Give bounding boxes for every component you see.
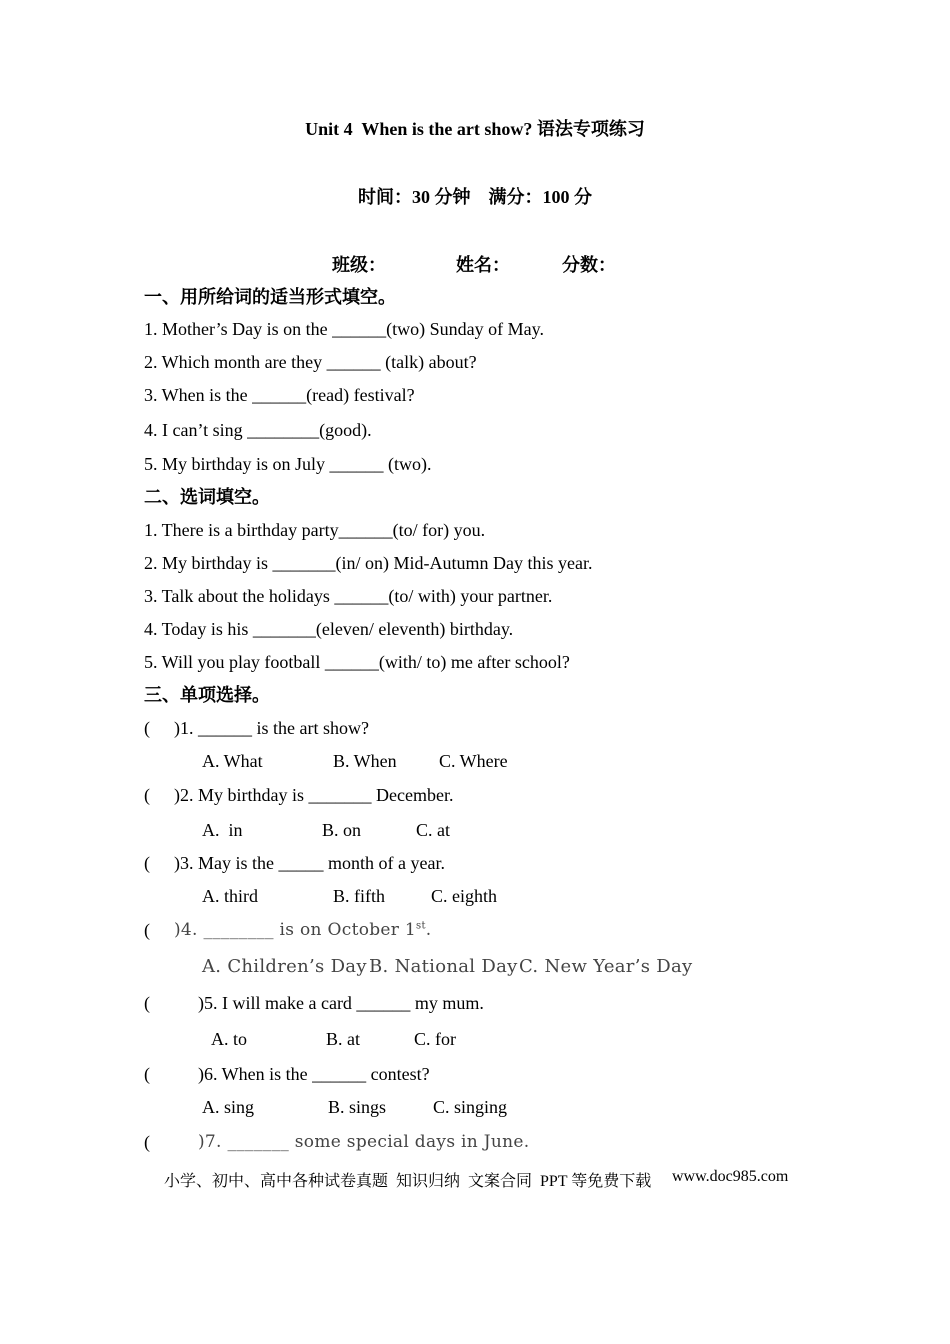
- section1-heading: 一、用所给词的适当形式填空。: [144, 287, 396, 307]
- section2-heading: 二、选词填空。: [144, 487, 270, 507]
- answer-bracket[interactable]: (: [144, 1064, 150, 1084]
- option-a[interactable]: A. in: [202, 820, 243, 840]
- class-field-label: 班级：: [332, 255, 386, 275]
- option-a[interactable]: A. to: [211, 1029, 247, 1049]
- option-b[interactable]: B. When: [333, 751, 397, 771]
- question-stem: )1. ______ is the art show?: [174, 718, 369, 738]
- section1-item: 5. My birthday is on July ______ (two).: [144, 454, 432, 474]
- answer-bracket[interactable]: (: [144, 920, 150, 940]
- section2-item: 4. Today is his _______(eleven/ eleventh) birthday.: [144, 619, 514, 639]
- option-c[interactable]: C. eighth: [431, 886, 497, 906]
- score-field-label: 分数：: [562, 255, 616, 275]
- option-b[interactable]: B. on: [322, 820, 362, 840]
- option-b[interactable]: B. at: [326, 1029, 360, 1049]
- option-c[interactable]: C. Where: [439, 751, 508, 771]
- page-title: Unit 4 When is the art show? 语法专项练习: [305, 119, 645, 139]
- section1-item: 1. Mother’s Day is on the ______(two) Sunday of May.: [144, 319, 544, 339]
- option-b[interactable]: B. sings: [328, 1097, 387, 1117]
- time-limit: 时间：30 分钟 满分：100 分: [358, 187, 592, 207]
- name-field-label: 姓名：: [456, 255, 510, 275]
- section2-item: 5. Will you play football ______(with/ to) me after school?: [144, 652, 570, 672]
- section2-item: 1. There is a birthday party______(to/ for) you.: [144, 520, 486, 540]
- footer-url[interactable]: www.doc985.com: [672, 1168, 789, 1185]
- section1-item: 3. When is the ______(read) festival?: [144, 385, 415, 405]
- option-b[interactable]: B. fifth: [333, 886, 385, 906]
- option-c[interactable]: C. New Year’s Day: [519, 956, 693, 977]
- question-stem: )7. _______ some special days in June.: [198, 1132, 530, 1152]
- question-stem: )6. When is the ______ contest?: [198, 1064, 430, 1084]
- option-a[interactable]: A. Children’s Day: [202, 956, 367, 977]
- question-stem: )5. I will make a card ______ my mum.: [198, 993, 484, 1013]
- section2-item: 2. My birthday is _______(in/ on) Mid-Autumn Day this year.: [144, 553, 593, 573]
- question-stem: )2. My birthday is _______ December.: [174, 785, 454, 805]
- option-a[interactable]: A. third: [202, 886, 258, 906]
- question-stem: )4. ________ is on October 1st.: [174, 920, 432, 940]
- answer-bracket[interactable]: (: [144, 1132, 150, 1152]
- section1-item: 4. I can’t sing ________(good).: [144, 420, 372, 440]
- option-c[interactable]: C. for: [414, 1029, 456, 1049]
- option-c[interactable]: C. singing: [433, 1097, 508, 1117]
- option-b[interactable]: B. National Day: [369, 956, 518, 977]
- option-c[interactable]: C. at: [416, 820, 450, 840]
- answer-bracket[interactable]: (: [144, 853, 150, 873]
- footer-promo: 小学、初中、高中各种试卷真题 知识归纳 文案合同 PPT 等免费下载: [164, 1173, 652, 1190]
- section1-item: 2. Which month are they ______ (talk) about?: [144, 352, 477, 372]
- question-stem: )3. May is the _____ month of a year.: [174, 853, 445, 873]
- section2-item: 3. Talk about the holidays ______(to/ with) your partner.: [144, 586, 553, 606]
- answer-bracket[interactable]: (: [144, 993, 150, 1013]
- answer-bracket[interactable]: (: [144, 785, 150, 805]
- answer-bracket[interactable]: (: [144, 718, 150, 738]
- option-a[interactable]: A. sing: [202, 1097, 255, 1117]
- option-a[interactable]: A. What: [202, 751, 263, 771]
- section3-heading: 三、单项选择。: [144, 685, 270, 705]
